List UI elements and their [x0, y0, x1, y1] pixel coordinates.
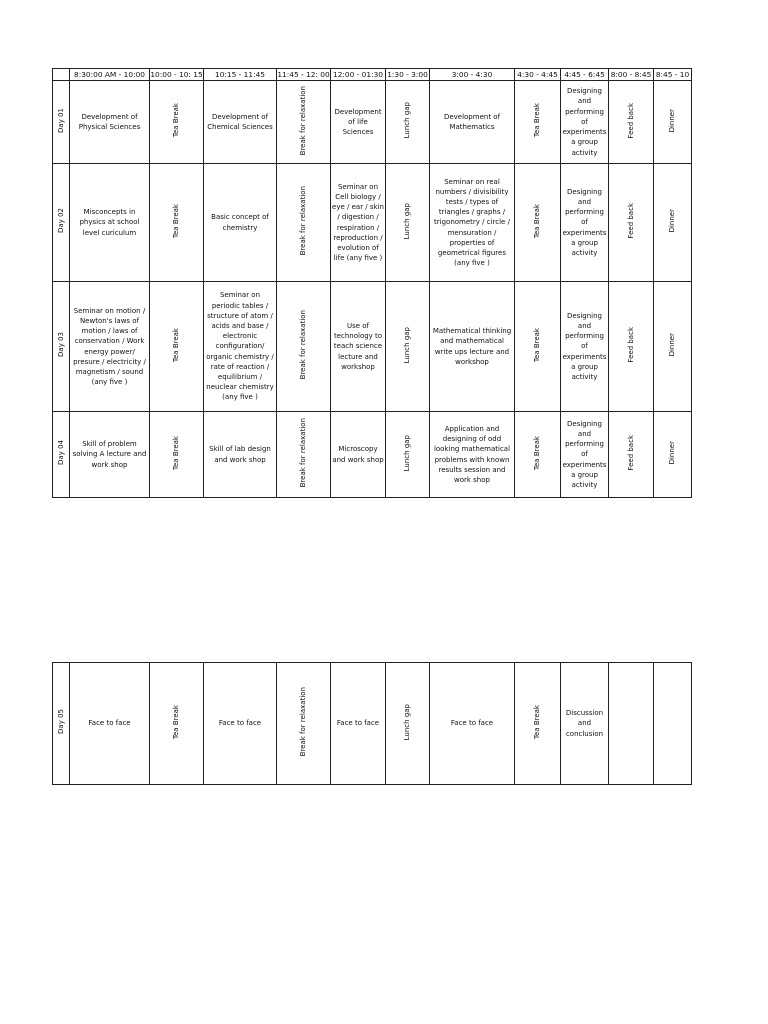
relaxation-break-label: Break for relaxation: [299, 418, 308, 488]
break-cell: [277, 412, 331, 498]
feedback-cell: [609, 282, 654, 412]
tea-break-label: Tea Break: [172, 704, 181, 739]
break-cell: [515, 81, 561, 164]
session-cell: Face to face: [204, 663, 277, 785]
day-label: Day 02: [56, 208, 65, 234]
day-row: [53, 412, 692, 498]
session-cell: Seminar on real numbers / divisibility tests / types of triangles / graphs / trigonometry / circle / mensuration / properties of geometrical figures (any five ): [430, 164, 515, 282]
dinner-label: Dinner: [668, 441, 677, 465]
day-label: Day 05: [56, 709, 65, 735]
header-cell: 10:15 - 11:45: [204, 69, 277, 81]
break-cell: [386, 164, 430, 282]
session-cell: Skill of lab design and work shop: [204, 412, 277, 498]
tea-break-label: Tea Break: [533, 203, 542, 238]
break-cell: [150, 412, 204, 498]
day-row: [53, 663, 692, 785]
session-cell: Face to face: [430, 663, 515, 785]
header-cell: 4:45 - 6:45: [561, 69, 609, 81]
session-cell: Designing and performing of experiments a group activity: [561, 412, 609, 498]
break-cell: [386, 412, 430, 498]
break-cell: [515, 663, 561, 785]
header-cell: 4:30 - 4:45: [515, 69, 561, 81]
session-cell: Seminar on periodic tables / structure of atom / acids and base / electronic configuration/ organic chemistry / rate of reaction / equilibrium / neuclear chemistry (any five ): [204, 282, 277, 412]
session-cell: Application and designing of odd looking mathematical problems with known results session and work shop: [430, 412, 515, 498]
tea-break-label: Tea Break: [172, 103, 181, 138]
break-cell: [277, 663, 331, 785]
break-cell: [515, 282, 561, 412]
session-cell: Development of Chemical Sciences: [204, 81, 277, 164]
feedback-label: Feed back: [626, 435, 635, 471]
empty-cell: [654, 663, 692, 785]
session-cell: Face to face: [331, 663, 386, 785]
session-cell: Development of life Sciences: [331, 81, 386, 164]
tea-break-label: Tea Break: [533, 103, 542, 138]
session-cell: Designing and performing of experiments a group activity: [561, 282, 609, 412]
session-cell: Discussion and conclusion: [561, 663, 609, 785]
schedule-table-days-1-4: [52, 68, 692, 498]
session-cell: Use of technology to teach science lecture and workshop: [331, 282, 386, 412]
session-cell: Microscopy and work shop: [331, 412, 386, 498]
tea-break-label: Tea Break: [533, 704, 542, 739]
break-cell: [150, 663, 204, 785]
tea-break-label: Tea Break: [533, 435, 542, 470]
dinner-cell: [654, 282, 692, 412]
header-cell: [53, 69, 70, 81]
break-cell: [150, 164, 204, 282]
tea-break-label: Tea Break: [533, 327, 542, 362]
session-cell: Designing and performing of experiments a group activity: [561, 164, 609, 282]
day-label-cell: [53, 164, 70, 282]
empty-cell: [609, 663, 654, 785]
session-cell: Seminar on Cell biology / eye / ear / skin / digestion / respiration / reproduction / evolution of life (any five ): [331, 164, 386, 282]
header-cell: 8:30:00 AM - 10:00: [70, 69, 150, 81]
lunch-gap-label: Lunch gap: [403, 102, 412, 139]
session-cell: Misconcepts in physics at school level curiculum: [70, 164, 150, 282]
feedback-label: Feed back: [626, 327, 635, 363]
break-cell: [386, 282, 430, 412]
dinner-cell: [654, 81, 692, 164]
day-row: [53, 282, 692, 412]
day-label: Day 01: [56, 107, 65, 133]
break-cell: [386, 81, 430, 164]
dinner-label: Dinner: [668, 108, 677, 133]
break-cell: [515, 164, 561, 282]
session-cell: Mathematical thinking and mathematical write ups lecture and workshop: [430, 282, 515, 412]
session-cell: Development of Physical Sciences: [70, 81, 150, 164]
schedule-table-day-5: [52, 662, 692, 785]
header-cell: 8:00 - 8:45: [609, 69, 654, 81]
feedback-cell: [609, 412, 654, 498]
session-cell: Designing and performing of experiments a group activity: [561, 81, 609, 164]
lunch-gap-label: Lunch gap: [403, 326, 412, 364]
header-cell: 8:45 - 10: [654, 69, 692, 81]
header-cell: 11:45 - 12: 00: [277, 69, 330, 79]
dinner-label: Dinner: [668, 209, 677, 233]
tea-break-label: Tea Break: [172, 327, 181, 362]
session-cell: Face to face: [70, 663, 150, 785]
day-label: Day 04: [56, 440, 65, 466]
session-cell: Seminar on motion / Newton's laws of motion / laws of conservation / Work energy power/ presure / electricity / magnetism / sound (any five ): [70, 282, 150, 412]
session-cell: Development of Mathematics: [430, 81, 515, 164]
break-cell: [277, 282, 331, 412]
dinner-cell: [654, 164, 692, 282]
day-row: [53, 81, 692, 164]
day-row: [53, 164, 692, 282]
relaxation-break-label: Break for relaxation: [299, 687, 308, 757]
relaxation-break-label: Break for relaxation: [299, 186, 308, 256]
day-label-cell: [53, 81, 70, 164]
day-label-cell: [53, 282, 70, 412]
lunch-gap-label: Lunch gap: [403, 202, 412, 240]
tea-break-label: Tea Break: [172, 435, 181, 470]
day-label-cell: [53, 412, 70, 498]
header-cell: 10:00 - 10: 15: [150, 69, 203, 79]
break-cell: [515, 412, 561, 498]
feedback-label: Feed back: [626, 102, 635, 139]
header-row: [53, 69, 692, 81]
lunch-gap-label: Lunch gap: [403, 434, 412, 472]
relaxation-break-label: Break for relaxation: [299, 85, 308, 156]
feedback-cell: [609, 81, 654, 164]
header-cell: 3:00 - 4:30: [430, 69, 515, 81]
session-cell: Basic concept of chemistry: [204, 164, 277, 282]
header-cell: 1:30 - 3:00: [387, 69, 428, 79]
break-cell: [150, 81, 204, 164]
header-cell: 12:00 - 01:30: [331, 69, 386, 81]
feedback-label: Feed back: [626, 203, 635, 239]
dinner-cell: [654, 412, 692, 498]
tea-break-label: Tea Break: [172, 203, 181, 238]
break-cell: [150, 282, 204, 412]
lunch-gap-label: Lunch gap: [403, 703, 412, 741]
dinner-label: Dinner: [668, 333, 677, 357]
break-cell: [277, 81, 331, 164]
feedback-cell: [609, 164, 654, 282]
break-cell: [386, 663, 430, 785]
day-label-cell: [53, 663, 70, 785]
session-cell: Skill of problem solving A lecture and work shop: [70, 412, 150, 498]
relaxation-break-label: Break for relaxation: [299, 310, 308, 380]
break-cell: [277, 164, 331, 282]
day-label: Day 03: [56, 332, 65, 358]
